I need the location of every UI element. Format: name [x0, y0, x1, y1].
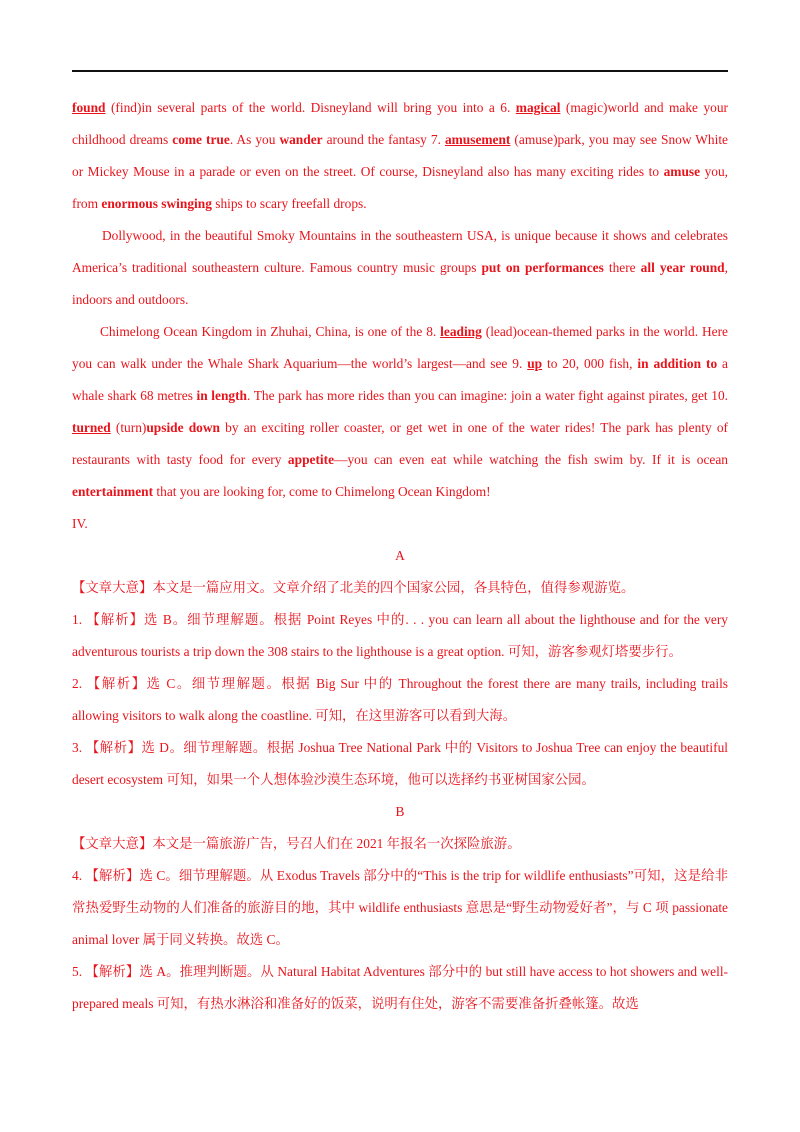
key-phrase: appetite — [287, 452, 335, 467]
section-iv-label: IV. — [72, 516, 88, 531]
key-phrase: put on performances — [481, 260, 604, 275]
key-phrase: upside down — [146, 420, 220, 435]
text-run: . The park has more rides than you can imagine: join a water fight against pirates, get 10. — [247, 388, 728, 403]
text-run: (amuse)park, you may see Snow White or Mickey Mouse in a parade or even on the street. Of course, Disneyland also has many exciting rides to — [72, 132, 728, 179]
filled-answer: found — [72, 100, 106, 115]
key-phrase: amuse — [663, 164, 701, 179]
key-phrase: wander — [279, 132, 323, 147]
text-run: by an exciting roller coaster, or get wet in one of the water rides! The park has plenty of restaurants with tasty food for every — [72, 420, 728, 467]
key-phrase: come true — [172, 132, 230, 147]
text-run: that you are looking for, come to Chimelong Ocean Kingdom! — [153, 484, 491, 499]
header-rule — [72, 70, 728, 72]
text-run: Dollywood, in the beautiful Smoky Mountains in the southeastern USA, is unique because it shows and celebrates America’s traditional southeastern culture. Famous country music groups — [72, 228, 728, 275]
part-a-heading: A — [395, 548, 405, 563]
text-run: there — [603, 260, 641, 275]
text-run: around the fantasy 7. — [322, 132, 445, 147]
text-run: Chimelong Ocean Kingdom in Zhuhai, China, is one of the 8. — [100, 324, 441, 339]
text-run: (turn) — [110, 420, 147, 435]
text-run: (magic)world and make your childhood dreams — [72, 100, 728, 147]
part-b-summary: 【文章大意】本文是一篇旅游广告，号召人们在 2021 年报名一次探险旅游。 — [72, 836, 521, 851]
answer-4: 4. 【解析】选 C。细节理解题。从 Exodus Travels 部分中的“This is the trip for wildlife enthusiasts”可知，这是给非常热爱野生动物的人们准备的旅游目的地，其中 wildlife enthusiasts 意思是“野生动物爱好者”，与 C 项 passionate animal lover 属于同义转换。故选 C。 — [72, 868, 728, 947]
part-a-summary: 【文章大意】本文是一篇应用文。文章介绍了北美的四个国家公园，各具特色，值得参观游览。 — [72, 580, 635, 595]
text-run: . As you — [229, 132, 280, 147]
answer-5: 5. 【解析】选 A。推理判断题。从 Natural Habitat Adventures 部分中的 but still have access to hot showers and well-prepared meals 可知，有热水淋浴和准备好的饭菜，说明有住处，游客不需要准备折叠帐篷。故选 — [72, 964, 728, 1011]
text-run: to 20, 000 fish, — [542, 356, 638, 371]
passage-paragraph-3 — [72, 316, 728, 508]
filled-answer: magical — [515, 100, 561, 115]
passage-paragraph-1 — [72, 92, 728, 220]
part-b-heading: B — [395, 804, 405, 819]
key-phrase: all year round — [640, 260, 725, 275]
text-run: a whale shark 68 metres — [72, 356, 728, 403]
text-run: you, from — [72, 164, 728, 211]
key-phrase: enormous swinging — [101, 196, 212, 211]
text-run: (find)in several parts of the world. Disneyland will bring you into a 6. — [105, 100, 516, 115]
document-body — [72, 92, 728, 1020]
text-run: —you can even eat while watching the fish swim by. If it is ocean — [334, 452, 728, 467]
filled-answer: turned — [72, 420, 111, 435]
answer-2: 2. 【解析】选 C。细节理解题。根据 Big Sur 中的 Throughout the forest there are many trails, including trails allowing visitors to walk along the coastline. 可知，在这里游客可以看到大海。 — [72, 676, 728, 723]
passage-paragraph-2 — [72, 220, 728, 316]
key-phrase: in length — [196, 388, 248, 403]
text-run: , indoors and outdoors. — [72, 260, 728, 307]
filled-answer: up — [527, 356, 543, 371]
key-phrase: entertainment — [72, 484, 154, 499]
filled-answer: amusement — [444, 132, 511, 147]
key-phrase: in addition to — [637, 356, 718, 371]
text-run: ships to scary freefall drops. — [211, 196, 367, 211]
text-run: (lead)ocean-themed parks in the world. Here you can walk under the Whale Shark Aquarium—the world’s largest—and see 9. — [72, 324, 728, 371]
answer-3: 3. 【解析】选 D。细节理解题。根据 Joshua Tree National Park 中的 Visitors to Joshua Tree can enjoy the beautiful desert ecosystem 可知，如果一个人想体验沙漠生态环境，他可以选择约书亚树国家公园。 — [72, 740, 728, 787]
filled-answer: leading — [440, 324, 482, 339]
answer-1: 1. 【解析】选 B。细节理解题。根据 Point Reyes 中的. . . you can learn all about the lighthouse and for the very adventurous tourists a trip down the 308 stairs to the lighthouse is a great option. 可知，游客参观灯塔要步行。 — [72, 612, 728, 659]
